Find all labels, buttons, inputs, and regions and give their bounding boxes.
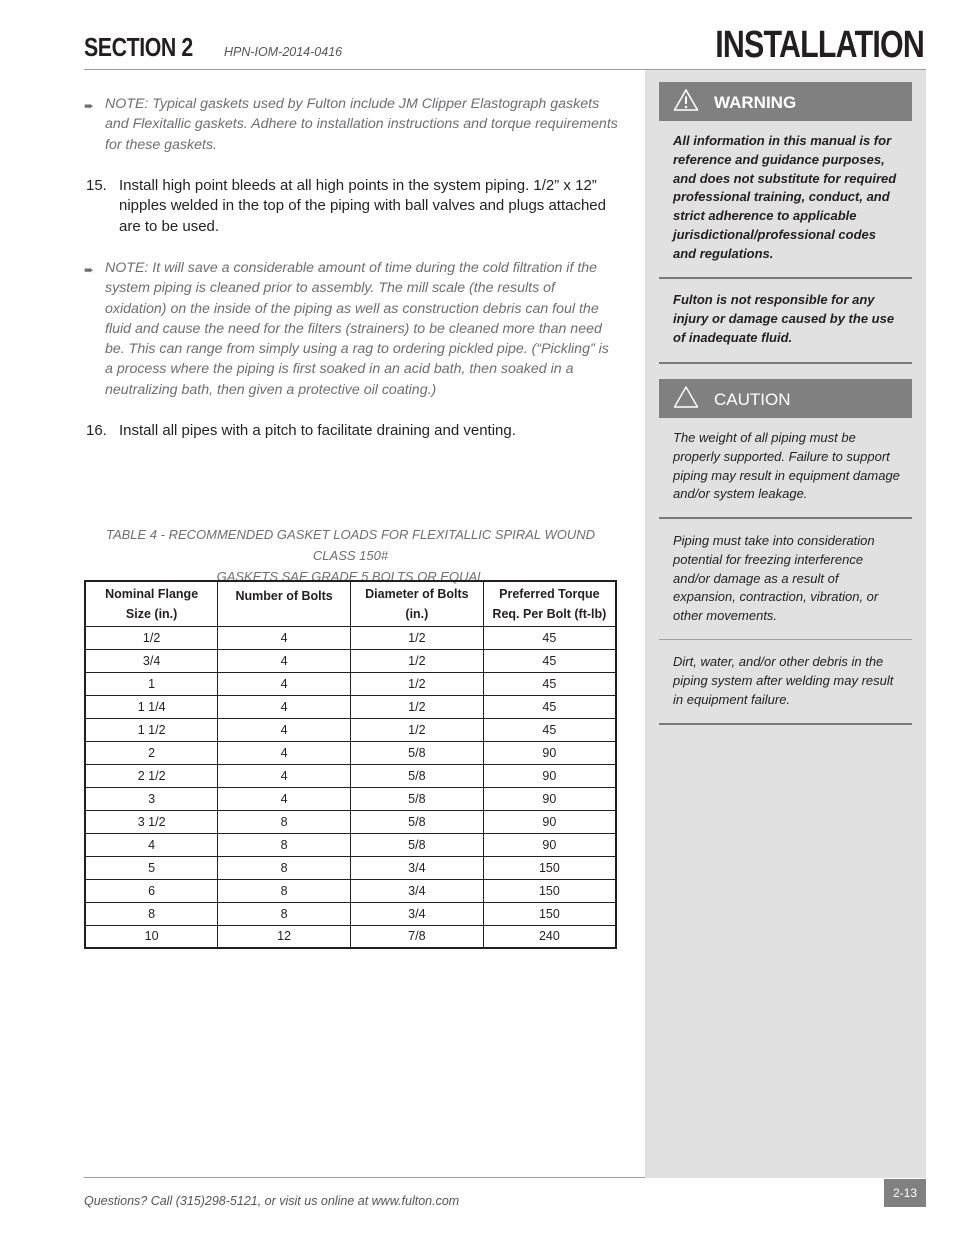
note-cleaning-text: NOTE: It will save a considerable amount of time during the cold filtration if the system piping is cleaned prior to assembly. The mill scale (the results of oxidation) on the inside of the piping as well as construction debris can foul the fluid and cause the need for the filters (strainers) to be cleaned more than need be. This can range from simply using a rag to ordering pickled pipe. (“Pickling” is a process where the piping is first soaked in an acid bath, then soaked in a neutralizing bath, then given a protective oil coating.) — [105, 260, 609, 398]
table-cell: 1/2 — [85, 626, 218, 649]
caution-text-expansion: Piping must take into consideration potential for freezing interference and/or damage as a result of expansion, contraction, vibration, or other movements. — [673, 533, 879, 624]
warning-text-general: All information in this manual is for reference and guidance purposes, and does not substitute for required professional training, conduct, and strict adherence to applicable jurisdictional/professional codes and regulations. — [673, 133, 897, 261]
table-cell: 8 — [218, 879, 351, 902]
table-row — [85, 833, 616, 856]
table-cell: 4 — [218, 695, 351, 718]
table-cell: 5/8 — [351, 833, 484, 856]
caution-divider-2 — [659, 639, 912, 640]
column-header-flange-size: Nominal Flange Size (in.) — [85, 581, 218, 626]
column-header-torque: Preferred Torque Req. Per Bolt (ft-lb) — [483, 581, 616, 626]
note-cleaning — [84, 258, 620, 400]
table-row — [85, 787, 616, 810]
table-cell: 8 — [85, 902, 218, 925]
table-cell: 1/2 — [351, 649, 484, 672]
caution-text-support: The weight of all piping must be properly supported. Failure to support piping may result in equipment damage and/or system leakage. — [673, 430, 900, 502]
table-cell: 5/8 — [351, 741, 484, 764]
table-row — [85, 718, 616, 741]
table-caption-line-1: TABLE 4 - RECOMMENDED GASKET LOADS FOR FLEXITALLIC SPIRAL WOUND CLASS 150# — [105, 527, 596, 563]
table-cell: 5/8 — [351, 764, 484, 787]
table-cell: 150 — [483, 879, 616, 902]
table-caption-line-2: GASKETS SAE GRADE 5 BOLTS OR EQUAL — [216, 569, 485, 584]
table-cell: 4 — [218, 741, 351, 764]
table-cell: 45 — [483, 626, 616, 649]
table-cell: 1 1/2 — [85, 718, 218, 741]
table-cell: 10 — [85, 925, 218, 948]
table-cell: 3/4 — [351, 902, 484, 925]
table-cell: 1/2 — [351, 695, 484, 718]
table-cell: 4 — [85, 833, 218, 856]
step-16 — [86, 421, 620, 441]
table-cell: 8 — [218, 833, 351, 856]
footer-contact: Questions? Call (315)298-5121, or visit us online at www.fulton.com — [84, 1194, 460, 1208]
table-cell: 90 — [483, 833, 616, 856]
table-cell: 90 — [483, 741, 616, 764]
table-cell: 1 1/4 — [85, 695, 218, 718]
table-cell: 45 — [483, 672, 616, 695]
document-code: HPN-IOM-2014-0416 — [224, 45, 343, 59]
table-cell: 4 — [218, 764, 351, 787]
table-cell: 4 — [218, 649, 351, 672]
table-cell: 90 — [483, 810, 616, 833]
table-cell: 4 — [218, 672, 351, 695]
table-cell: 2 1/2 — [85, 764, 218, 787]
table-cell: 1 — [85, 672, 218, 695]
table-cell: 8 — [218, 810, 351, 833]
table-cell: 8 — [218, 856, 351, 879]
table-cell: 45 — [483, 649, 616, 672]
table-cell: 45 — [483, 718, 616, 741]
table-cell: 150 — [483, 856, 616, 879]
table-cell: 3/4 — [351, 879, 484, 902]
table-cell: 4 — [218, 787, 351, 810]
table-cell: 7/8 — [351, 925, 484, 948]
table-cell: 45 — [483, 695, 616, 718]
table-row — [85, 649, 616, 672]
note-arrow-icon: ➨ — [84, 263, 95, 277]
table-row — [85, 856, 616, 879]
table-row — [85, 902, 616, 925]
table-row — [85, 672, 616, 695]
caution-divider-1 — [659, 517, 912, 519]
caution-header — [659, 379, 912, 418]
table-row — [85, 764, 616, 787]
table-cell: 1/2 — [351, 672, 484, 695]
warning-label: WARNING — [714, 93, 797, 112]
table-cell: 90 — [483, 764, 616, 787]
table-cell: 4 — [218, 718, 351, 741]
column-header-bolt-count: Number of Bolts — [218, 581, 351, 626]
table-cell: 2 — [85, 741, 218, 764]
table-cell: 150 — [483, 902, 616, 925]
table-cell: 5/8 — [351, 787, 484, 810]
section-label: SECTION 2 — [84, 32, 193, 62]
table-row — [85, 695, 616, 718]
page-title: INSTALLATION — [715, 24, 924, 66]
warning-header — [659, 82, 912, 121]
table-row — [85, 925, 616, 948]
step-15 — [86, 176, 620, 237]
table-cell: 8 — [218, 902, 351, 925]
table-cell: 5/8 — [351, 810, 484, 833]
table-header-row — [85, 581, 616, 626]
table-cell: 3/4 — [85, 649, 218, 672]
table-cell: 3/4 — [351, 856, 484, 879]
footer-divider — [84, 1177, 645, 1178]
table-cell: 3 1/2 — [85, 810, 218, 833]
warning-divider — [659, 277, 912, 279]
note-gaskets-text: NOTE: Typical gaskets used by Fulton include JM Clipper Elastograph gaskets and Flexitallic gaskets. Adhere to installation instructions and torque requirements for these gaskets. — [105, 96, 618, 153]
step-16-text: Install all pipes with a pitch to facilitate draining and venting. — [119, 422, 516, 439]
table-row — [85, 741, 616, 764]
table-caption — [84, 524, 617, 587]
table-cell: 12 — [218, 925, 351, 948]
table-cell: 3 — [85, 787, 218, 810]
table-row — [85, 626, 616, 649]
step-16-number: 16. — [86, 422, 107, 439]
note-arrow-icon: ➨ — [84, 99, 95, 113]
note-gaskets — [84, 94, 620, 155]
table-row — [85, 810, 616, 833]
caution-triangle-icon — [673, 385, 699, 409]
caution-bottom-divider — [659, 723, 912, 725]
caution-text-debris: Dirt, water, and/or other debris in the piping system after welding may result in equipment failure. — [673, 654, 894, 707]
step-15-text: Install high point bleeds at all high points in the system piping. 1/2” x 12” nipples welded in the top of the piping with ball valves and plugs attached are to be used. — [119, 177, 606, 235]
page-number: 2-13 — [884, 1179, 926, 1207]
table-row — [85, 879, 616, 902]
warning-triangle-icon — [673, 88, 699, 112]
table-cell: 6 — [85, 879, 218, 902]
gasket-load-table — [84, 580, 617, 949]
table-cell: 1/2 — [351, 718, 484, 741]
warning-bottom-divider — [659, 362, 912, 364]
table-cell: 4 — [218, 626, 351, 649]
table-cell: 240 — [483, 925, 616, 948]
table-cell: 90 — [483, 787, 616, 810]
warning-text-fluid: Fulton is not responsible for any injury or damage caused by the use of inadequate fluid. — [673, 292, 895, 345]
step-15-number: 15. — [86, 177, 107, 194]
caution-label: CAUTION — [714, 390, 791, 409]
column-header-bolt-diameter: Diameter of Bolts (in.) — [351, 581, 484, 626]
table-cell: 1/2 — [351, 626, 484, 649]
table-cell: 5 — [85, 856, 218, 879]
